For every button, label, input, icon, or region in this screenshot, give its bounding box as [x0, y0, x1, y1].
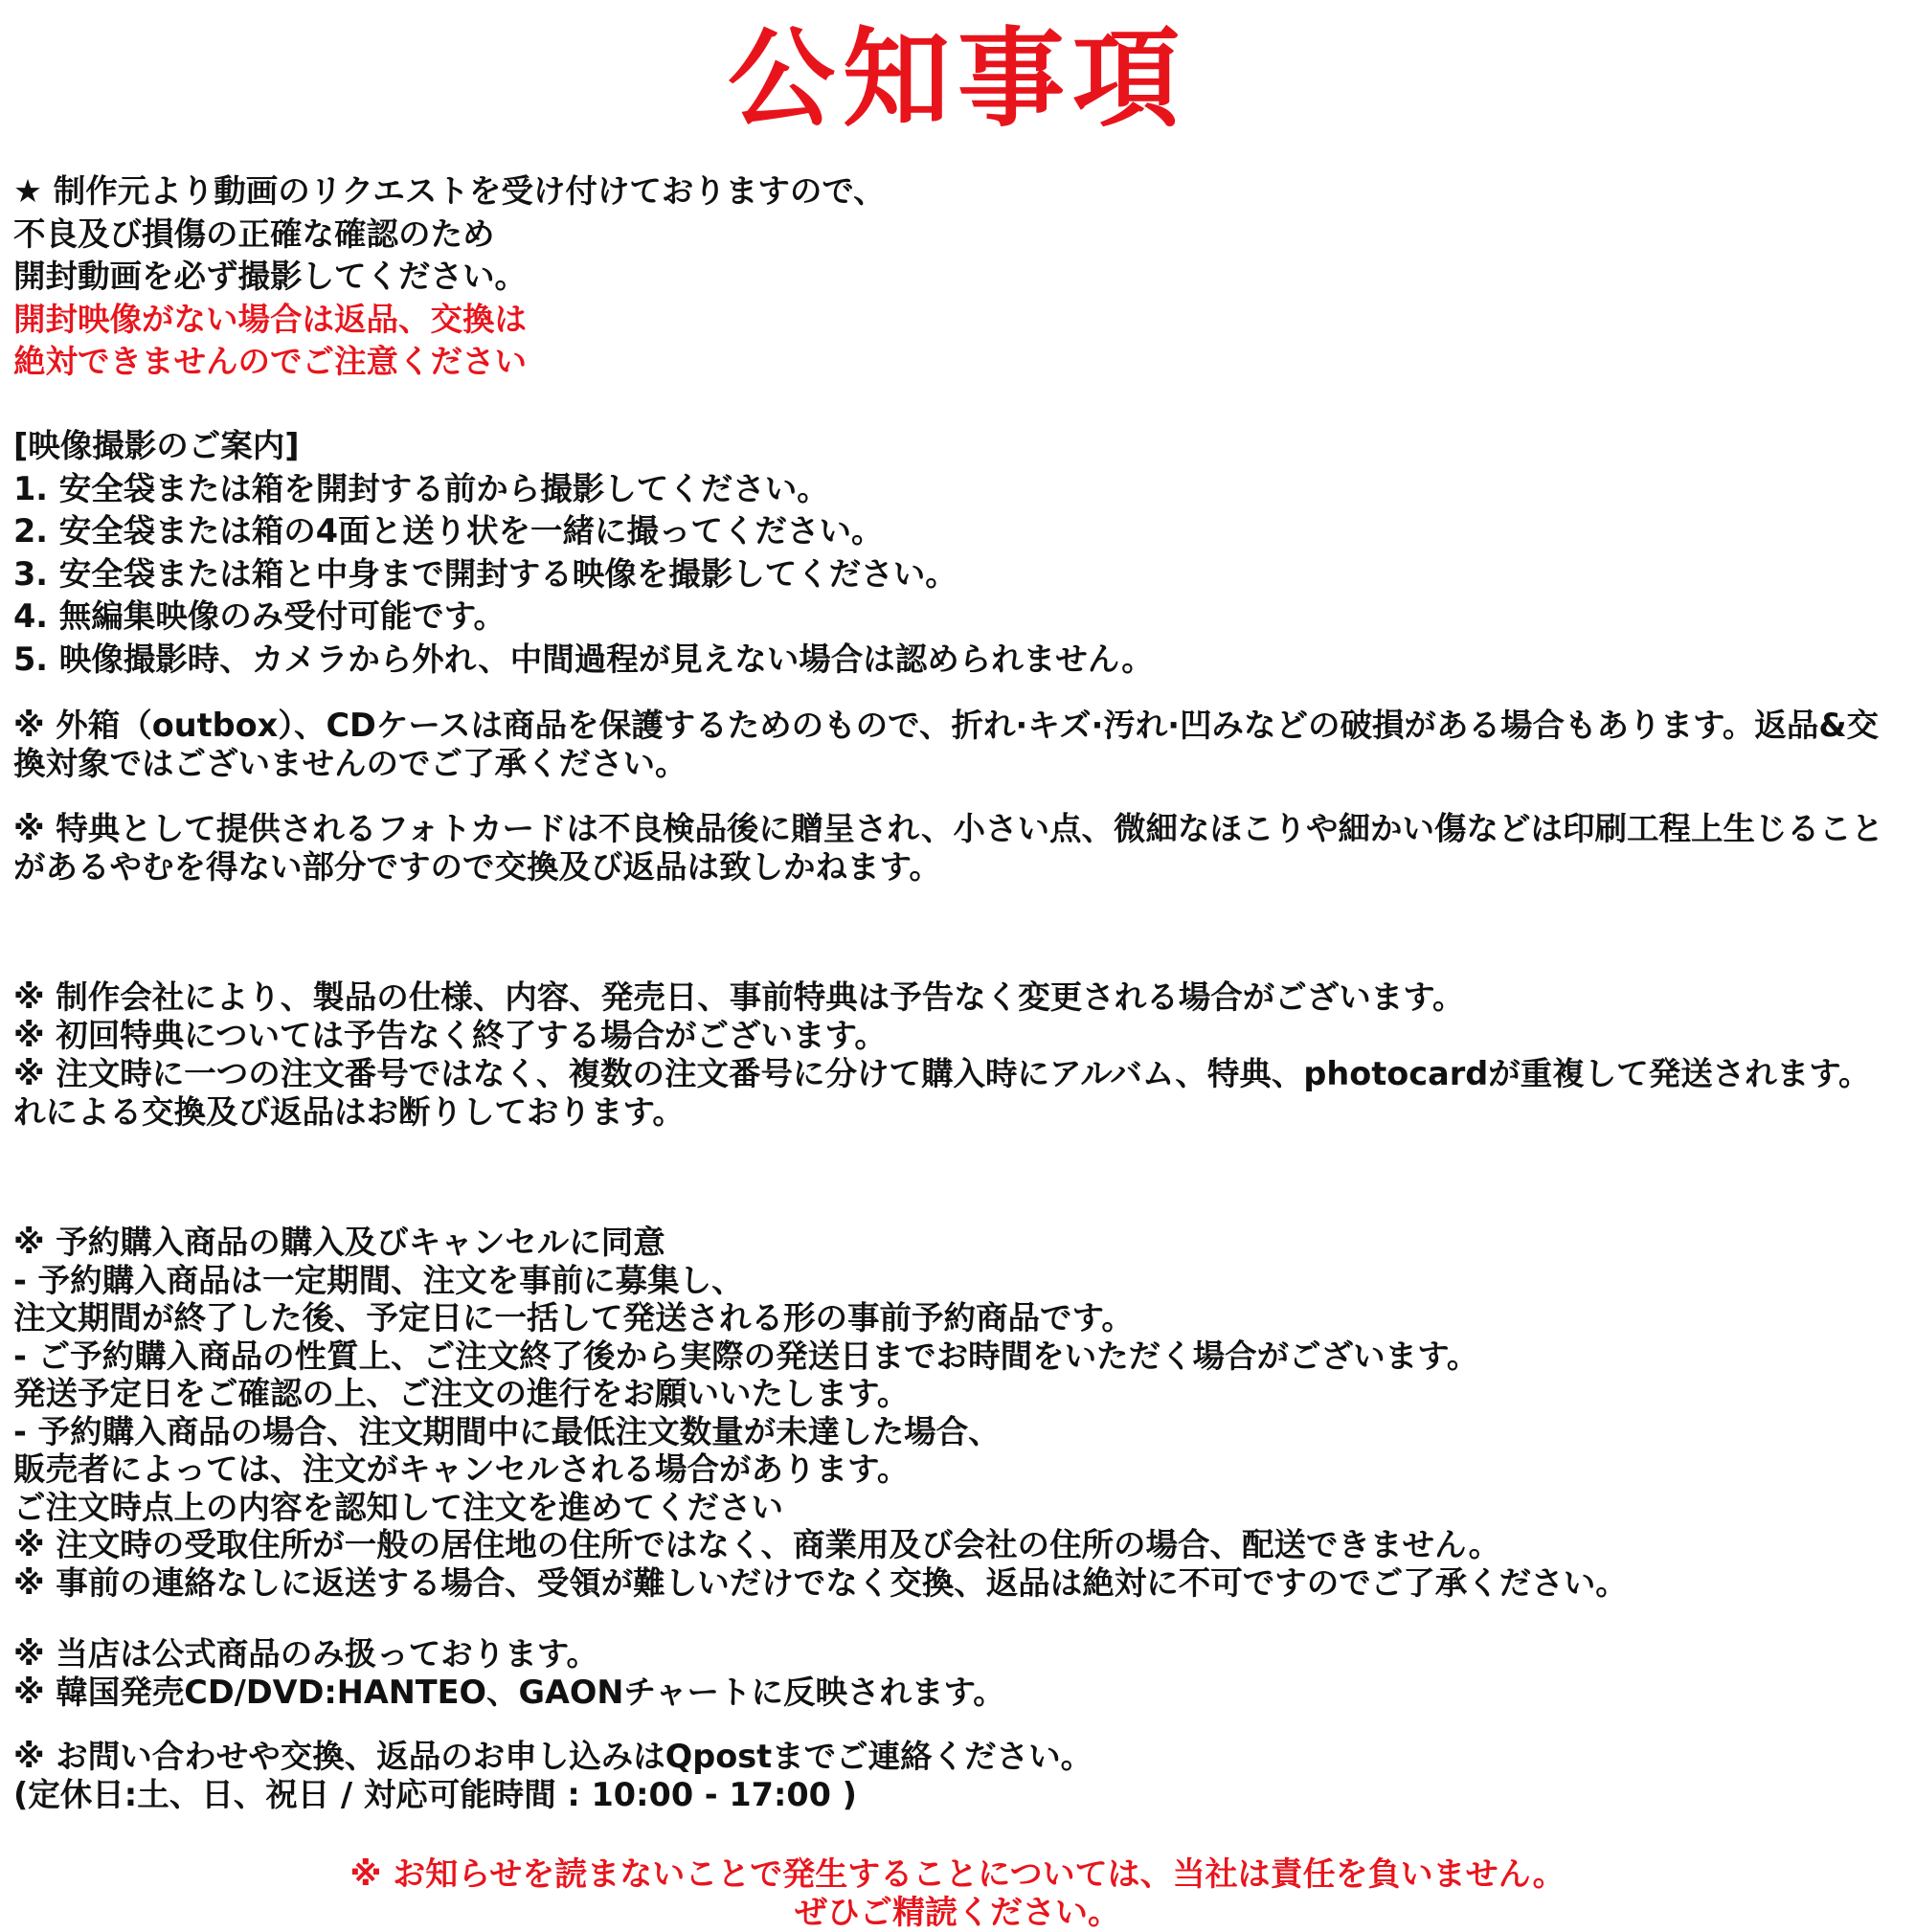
change-notice: ※ 注文時に一つの注文番号ではなく、複数の注文番号に分けて購入時にアルバム、特典、photocardが重複して発送されます。 れによる交換及び返品はお断りしております。 [13, 1055, 1871, 1131]
preorder-line: ※ 事前の連絡なしに返送する場合、受領が難しいだけでなく交換、返品は絶対に不可ですのでご了承ください。 [13, 1563, 1628, 1602]
official-goods-section [13, 1635, 1904, 1712]
video-request-section [13, 170, 1904, 384]
guide-item: 2. 安全袋または箱の4面と送り状を一緒に撮ってください。 [13, 512, 884, 550]
change-notices-section [13, 978, 1904, 1132]
preorder-line: 注文期間が終了した後、予定日に一括して発送される形の事前予約商品です。 [13, 1299, 1134, 1337]
contact-hours: (定休日:土、日、祝日 / 対応可能時間 : 10:00 - 17:00 ) [13, 1776, 857, 1813]
video-guide-section [13, 425, 1904, 682]
preorder-line: - ご予約購入商品の性質上、ご注文終了後から実際の発送日までお時間をいただく場合がございます。 [13, 1337, 1479, 1375]
contact-section [13, 1738, 1904, 1814]
disclaimer-line: ぜひご精読ください。 [795, 1894, 1120, 1932]
preorder-line: ※ 注文時の受取住所が一般の居住地の住所ではなく、商業用及び会社の住所の場合、配送できません。 [13, 1526, 1501, 1563]
photocard-notice [13, 810, 1904, 887]
outbox-notice [13, 707, 1904, 783]
preorder-line: ※ 予約購入商品の購入及びキャンセルに同意 [13, 1224, 665, 1261]
warning-line: 開封映像がない場合は返品、交換は [13, 300, 527, 338]
guide-heading: [映像撮影のご案内] [13, 427, 300, 464]
guide-item: 1. 安全袋または箱を開封する前から撮影してください。 [13, 469, 829, 507]
preorder-line: - 予約購入商品の場合、注文期間中に最低注文数量が未達した場合、 [13, 1412, 1001, 1450]
official-line: ※ 韓国発売CD/DVD:HANTEO、GAONチャートに反映されます。 [13, 1674, 1005, 1711]
official-line: ※ 当店は公式商品のみ扱っております。 [13, 1635, 599, 1673]
preorder-line: ご注文時点上の内容を認知して注文を進めてください [13, 1488, 783, 1526]
page-title: 公知事項 [728, 17, 1187, 142]
preorder-line: - 予約購入商品は一定期間、注文を事前に募集し、 [13, 1261, 744, 1299]
guide-item: 5. 映像撮影時、カメラから外れ、中間過程が見えない場合は認められません。 [13, 640, 1154, 678]
change-notice: ※ 初回特典については予告なく終了する場合がございます。 [13, 1017, 887, 1054]
disclaimer-footer [0, 1855, 1915, 1932]
notice-line: 不良及び損傷の正確な確認のため [13, 214, 495, 253]
guide-item: 4. 無編集映像のみ受付可能です。 [13, 597, 507, 636]
notice-line: ★ 制作元より動画のリクエストを受け付けておりますので、 [13, 172, 886, 210]
preorder-line: 販売者によっては、注文がキャンセルされる場合があります。 [13, 1450, 910, 1488]
change-notice: ※ 制作会社により、製品の仕様、内容、発売日、事前特典は予告なく変更される場合がございます。 [13, 978, 1465, 1016]
disclaimer-line: ※ お知らせを読まないことで発生することについては、当社は責任を負いません。 [349, 1855, 1566, 1894]
preorder-section [13, 1224, 1904, 1602]
photocard-notice-text: ※ 特典として提供されるフォトカードは不良検品後に贈呈され、小さい点、微細なほこりや細かい傷などは印刷工程上生じることがあるやむを得ない部分ですので交換及び返品は致しかねます。 [13, 810, 1884, 886]
preorder-line: 発送予定日をご確認の上、ご注文の進行をお願いいたします。 [13, 1375, 910, 1412]
contact-line: ※ お問い合わせや交換、返品のお申し込みはQpostまでご連絡ください。 [13, 1738, 1093, 1775]
guide-item: 3. 安全袋または箱と中身まで開封する映像を撮影してください。 [13, 554, 958, 593]
outbox-notice-text: ※ 外箱（outbox）、CDケースは商品を保護するためのもので、折れ·キズ·汚れ·凹みなどの破損がある場合もあります。返品&交換対象ではございませんのでご了承ください。 [13, 707, 1880, 782]
warning-line: 絶対できませんのでご注意ください [13, 343, 527, 381]
notice-line: 開封動画を必ず撮影してください。 [13, 258, 527, 296]
